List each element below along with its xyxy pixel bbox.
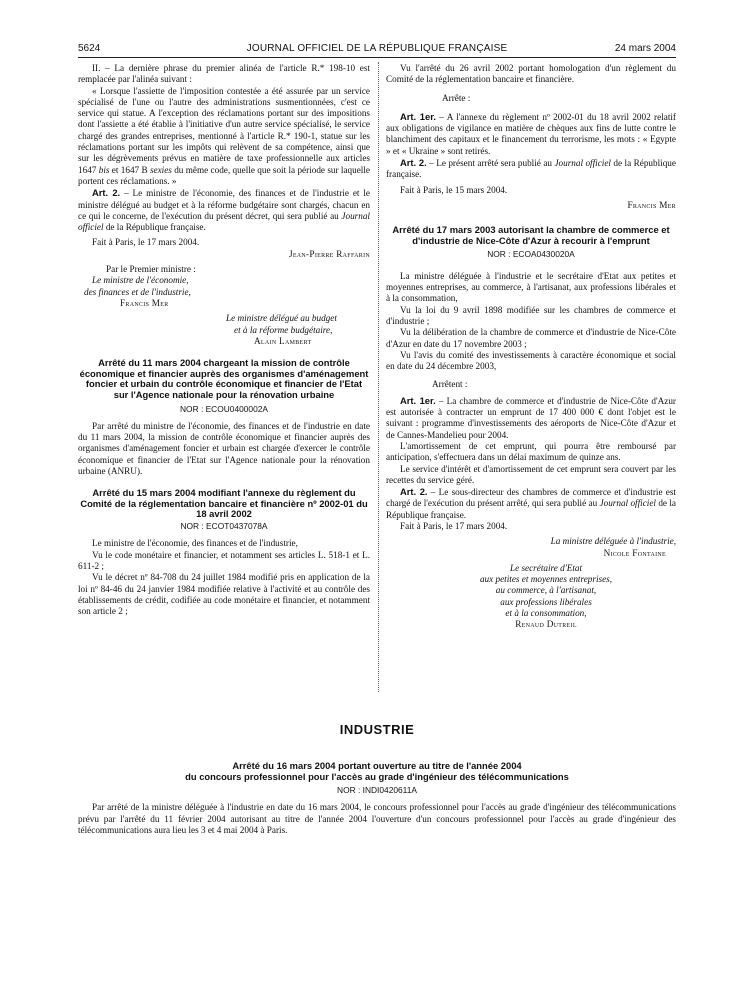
signature: Francis Mer bbox=[627, 199, 676, 210]
article-label: Art. 1er. bbox=[400, 394, 436, 406]
paragraph: Vu l'avis du comité des investissements à caractère économique et social en date du 24 décembre 2003, bbox=[386, 349, 676, 372]
bottom-block bbox=[78, 748, 676, 836]
paragraph: Par le Premier ministre : bbox=[106, 264, 196, 275]
decree-title: Arrêté du 11 mars 2004 chargeant la mission de contrôle économique et financier auprès des organismes d'aménagement foncier et urbain du contrôle économique et financier de l'Etat sur l'Agence nationale pour la rénovation urbaine bbox=[79, 357, 369, 400]
article-paragraph: Art. 1er. – A l'annexe du règlement nº 2002-01 du 18 avril 2002 relatif aux obligations de vigilance en matière de chèques aux fins de lutte contre le blanchiment des capitaux et le financement du terrorisme, les mots : « Egypte » et « Ukraine » sont retirés. bbox=[386, 110, 676, 156]
paragraph: Le service d'intérêt et d'amortissement de cet emprunt sera couvert par les recettes du service géré. bbox=[386, 463, 676, 485]
paragraph: Vu la délibération de la chambre de commerce et d'industrie de Nice-Côte d'Azur en date du 17 novembre 2003 ; bbox=[386, 327, 676, 349]
arrete-label: Arrêtent : bbox=[432, 379, 468, 390]
article-label: Art. 2. bbox=[92, 187, 121, 199]
left-column bbox=[78, 63, 370, 617]
minister-title: aux petites et moyennes entreprises, bbox=[479, 574, 613, 585]
date-line: Fait à Paris, le 17 mars 2004. bbox=[400, 520, 508, 531]
signature: Renaud Dutreil bbox=[515, 619, 577, 630]
paragraph: Vu la loi du 9 avril 1898 modifiée sur les chambres de commerce et d'industrie ; bbox=[386, 304, 676, 326]
minister-title: Le ministre de l'économie, bbox=[92, 275, 189, 286]
article-label: Art. 1er. bbox=[400, 110, 436, 122]
article-paragraph: Art. 2. – Le présent arrêté sera publié au Journal officiel de la République française. bbox=[386, 157, 676, 180]
minister-title: Le ministre délégué au budget bbox=[226, 313, 337, 324]
paragraph: Vu le code monétaire et financier, et notamment ses articles L. 518-1 et L. 611-2 ; bbox=[78, 549, 370, 571]
minister-title: et à la réforme budgétaire, bbox=[234, 324, 333, 335]
paragraph: La ministre déléguée à l'industrie et le secrétaire d'Etat aux petites et moyennes entreprises, au commerce, à l'artisanat, aux professions libérales et à la consommation, bbox=[386, 270, 676, 304]
issue-date: 24 mars 2004 bbox=[614, 43, 676, 54]
nor-reference: NOR : ECOU0400002A bbox=[180, 403, 268, 414]
minister-title: des finances et de l'industrie, bbox=[84, 286, 191, 297]
column-divider bbox=[378, 62, 379, 692]
signature: Jean-Pierre Raffarin bbox=[288, 248, 370, 259]
nor-reference: NOR : ECOA0430020A bbox=[487, 249, 575, 260]
article-paragraph: Art. 2. – Le ministre de l'économie, des finances et de l'industrie et le ministre délégué au budget et à la réforme budgétaire sont chargés, chacun en ce qui le concerne, de l'exécution du présent décret, qui sera publié au Journal officiel de la République française. bbox=[78, 187, 370, 233]
signature: Alain Lambert bbox=[254, 335, 312, 346]
paragraph: Par arrêté de la ministre déléguée à l'industrie en date du 16 mars 2004, le concours professionnel pour l'accès au grade d'ingénieur des télécommunications prévu par l'arrêté du 11 février 2004 autorisant au titre de l'année 2004 l'ouverture d'un concours professionnel pour l'accès au grade d'ingénieur des télécommunications aura lieu les 3 et 4 mai 2004 à Paris. bbox=[78, 802, 676, 835]
date-line: Fait à Paris, le 17 mars 2004. bbox=[92, 237, 200, 248]
paragraph: Le ministre de l'économie, des finances et de l'industrie, bbox=[92, 538, 298, 549]
right-column bbox=[386, 63, 676, 631]
article-paragraph: Art. 1er. – La chambre de commerce et d'industrie de Nice-Côte d'Azur est autorisée à contracter un emprunt de 17 400 000 € dont l'objet est le suivant : programme d'investissements des aéroports de Nice-Côte d'Azur et de Cannes-Mandelieu pour 2004. bbox=[386, 394, 676, 440]
date-line: Fait à Paris, le 15 mars 2004. bbox=[400, 184, 508, 195]
minister-title: et à la consommation, bbox=[505, 608, 587, 619]
arrete-label: Arrête : bbox=[442, 92, 471, 103]
page-number: 5624 bbox=[78, 43, 101, 54]
section-heading: INDUSTRIE bbox=[339, 722, 415, 737]
nor-reference: NOR : INDI0420611A bbox=[337, 785, 417, 795]
signature: Francis Mer bbox=[120, 297, 169, 308]
minister-title: au commerce, à l'artisanat, bbox=[495, 585, 597, 596]
journal-title: JOURNAL OFFICIEL DE LA RÉPUBLIQUE FRANÇAISE bbox=[246, 43, 508, 54]
paragraph: Par arrêté du ministre de l'économie, des finances et de l'industrie en date du 11 mars 2004, la mission de contrôle économique et financier auprès des organismes d'aménagement foncier et urbain est chargée d'exercer le contrôle économique et financier de l'Etat sur l'Agence nationale pour la rénovation urbaine (ANRU). bbox=[78, 420, 370, 476]
minister-title: La ministre déléguée à l'industrie, bbox=[550, 536, 676, 547]
minister-title: aux professions libérales bbox=[500, 596, 592, 607]
article-label: Art. 2. bbox=[400, 486, 428, 498]
decree-title: Arrêté du 17 mars 2003 autorisant la chambre de commerce et d'industrie de Nice-Côte d'Azur à recourir à l'emprunt bbox=[392, 224, 670, 246]
paragraph: Vu l'arrêté du 26 avril 2002 portant homologation d'un règlement du Comité de la réglementation bancaire et financière. bbox=[386, 63, 676, 85]
paragraph: II. – La dernière phrase du premier alinéa de l'article R.* 198-10 est remplacée par l'alinéa suivant : bbox=[78, 63, 370, 85]
minister-title: Le secrétaire d'Etat bbox=[509, 562, 583, 573]
article-label: Art. 2. bbox=[400, 157, 427, 169]
signature: Nicole Fontaine bbox=[603, 547, 666, 558]
decree-title: Arrêté du 15 mars 2004 modifiant l'annexe du règlement du Comité de la réglementation bancaire et financière nº 2002-01 du 18 avril 2002 bbox=[80, 487, 368, 520]
article-paragraph: Art. 2. – Le sous-directeur des chambres de commerce et d'industrie est chargé de l'exécution du présent arrêté, qui sera publié au Journal officiel de la République française. bbox=[386, 486, 676, 520]
paragraph: Vu le décret nº 84-708 du 24 juillet 1984 modifié pris en application de la loi nº 84-46 du 24 janvier 1984 modifiée relative à l'activité et au contrôle des établissements de crédit, codifiée au code monétaire et financier, et notamment son article 2 ; bbox=[78, 572, 370, 617]
paragraph: L'amortissement de cet emprunt, qui pourra être remboursé par anticipation, s'effectuera dans un délai maximum de quinze ans. bbox=[386, 440, 676, 463]
paragraph: « Lorsque l'assiette de l'imposition contestée a été assurée par un service spécialisé de l'une ou l'autre des administrations susmentionnées, c'est ce service qui statue. A l'exception des réclamations portant sur des impositions dont l'assiette a été établie à l'initiative d'un autre service spécialisé, le service chargé des grandes entreprises, mentionné à l'article R.* 190-1, statue sur les réclamations portant sur les impôts qui relèvent de sa compétence, ainsi que sur les dégrèvements prévus en matière de taxe professionnelle aux articles 1647 bis et 1647 B sexies du même code, quelle que soit la période sur laquelle portent ces réclamations. » bbox=[78, 85, 370, 186]
page-header bbox=[78, 41, 676, 58]
nor-reference: NOR : ECOT0437078A bbox=[180, 521, 268, 532]
decree-title: Arrêté du 16 mars 2004 portant ouverture au titre de l'année 2004 du concours professionnel pour l'accès au grade d'ingénieur des télécommunications bbox=[185, 760, 569, 782]
